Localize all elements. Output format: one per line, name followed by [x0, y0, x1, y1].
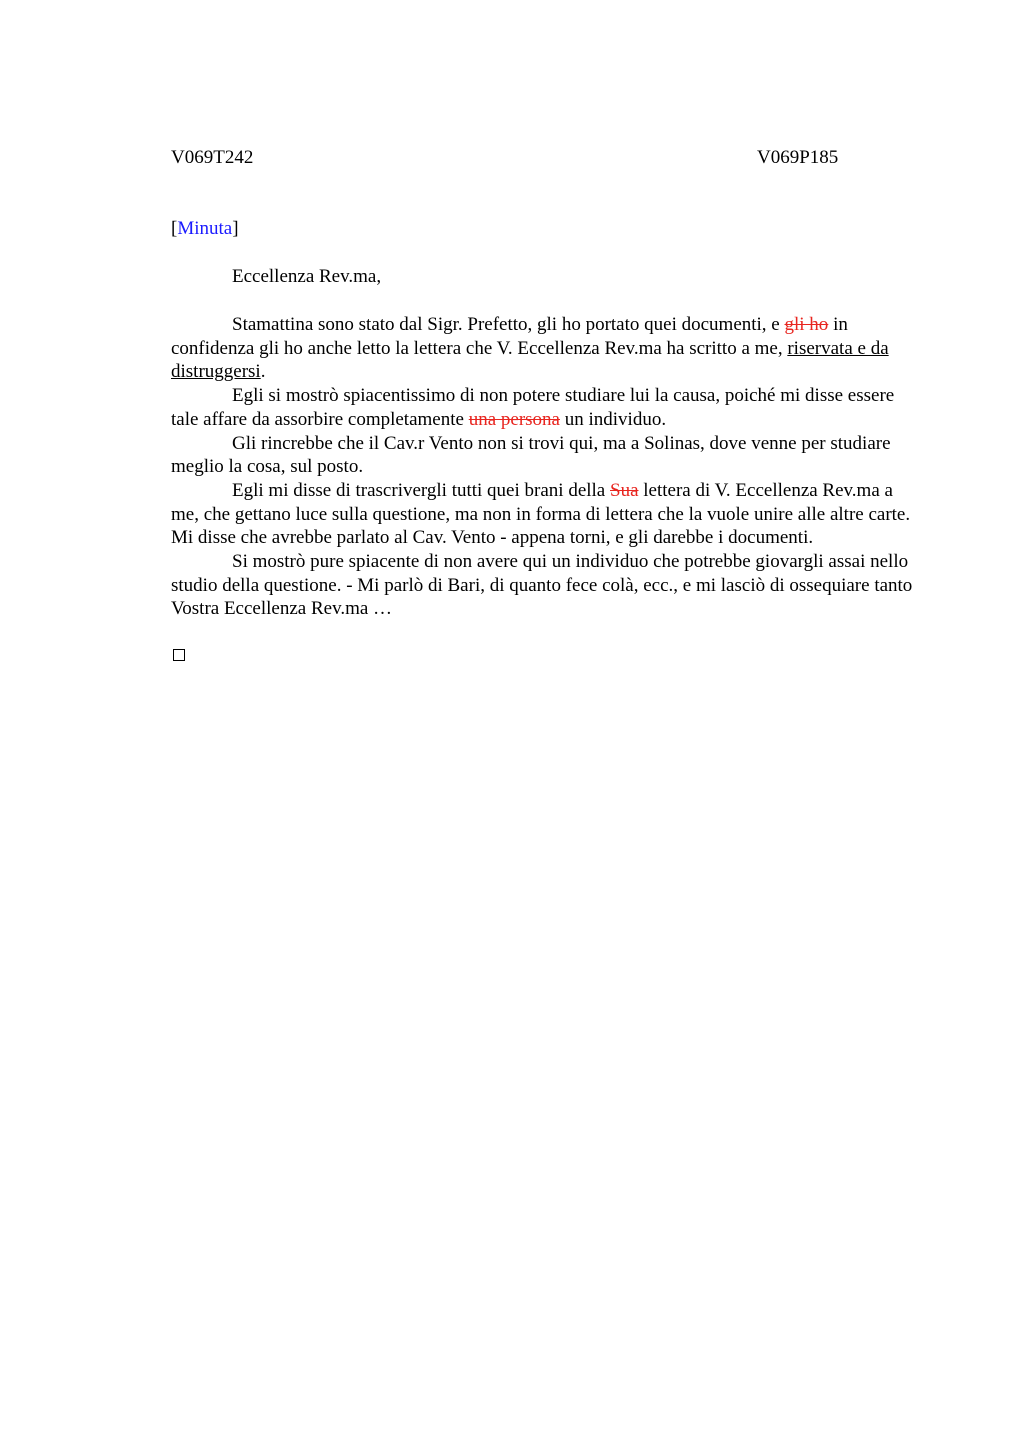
paragraph-2-text-a: Egli si mostrò spiacentissimo di non potere studiare lui la causa, poiché mi disse essere tale affare da assorbire completamente: [171, 385, 895, 430]
paragraph-1-text-b: in confidenza gli ho anche letto la lettera che V. Eccellenza Rev.ma ha scritto a me,: [171, 314, 848, 359]
document-reference-left: V069T242: [171, 147, 254, 168]
paragraph-1-text-a: Stamattina sono stato dal Sigr. Prefetto, gli ho portato quei documenti, e: [232, 314, 785, 335]
deleted-text: Sua: [610, 479, 639, 501]
document-type-word: Minuta: [177, 218, 233, 239]
open-bracket: [: [171, 218, 178, 239]
paragraph-3: Gli rincrebbe che il Cav.r Vento non si trovi qui, ma a Solinas, dove venne per studiare meglio la cosa, sul posto.: [171, 432, 891, 478]
paragraph-4: [171, 479, 923, 550]
paragraph-1: [171, 313, 923, 384]
paragraph-2-text-b: un individuo.: [559, 408, 667, 430]
end-of-text-box-icon: [173, 649, 185, 661]
paragraph-4-text-b: lettera di V. Eccellenza Rev.ma a me, che gettano luce sulla questione, ma non in forma di lettera che la vuole unire alle altre carte. Mi disse che avrebbe parlato al Cav. Vento - appena torni, e gli darebbe i documenti.: [171, 479, 911, 549]
document-type-label: [171, 218, 239, 240]
underlined-text: riservata e da distruggersi: [171, 337, 889, 383]
deleted-text: gli ho: [784, 314, 829, 335]
deleted-text: una persona: [468, 408, 560, 430]
close-bracket: ]: [232, 218, 239, 239]
letter-body: [171, 313, 923, 621]
document-reference-right: V069P185: [757, 147, 839, 168]
salutation: Eccellenza Rev.ma,: [232, 266, 382, 287]
paragraph-2: [171, 384, 923, 431]
paragraph-5: Si mostrò pure spiacente di non avere qui un individuo che potrebbe giovargli assai nello studio della questione. - Mi parlò di Bari, di quanto fece colà, ecc., e mi lasciò di ossequiare tanto Vostra Eccellenza Rev.ma …: [171, 551, 913, 620]
paragraph-1-text-c: .: [260, 361, 266, 383]
paragraph-4-text-a: Egli mi disse di trascrivergli tutti quei brani della: [232, 479, 610, 501]
